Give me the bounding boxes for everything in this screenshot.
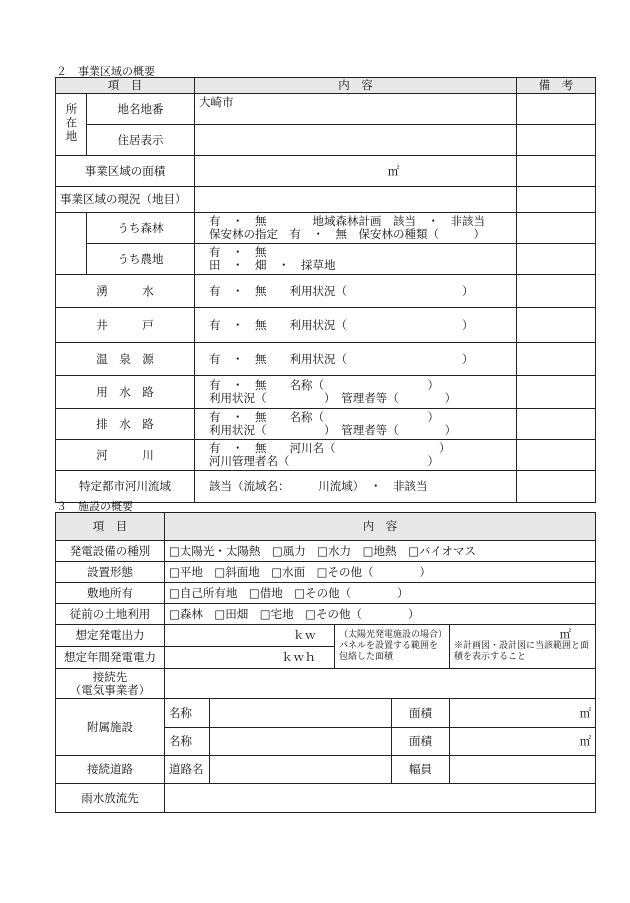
drain-remarks[interactable] <box>517 409 596 440</box>
facility-header-content: 内 容 <box>165 513 596 541</box>
intake-line2[interactable]: 利用状況（ ） 管理者等（ ） <box>209 391 457 405</box>
facility-area-label-1: 面積 <box>392 699 450 728</box>
chiban-label: 地名地番 <box>87 94 195 125</box>
river-line1[interactable]: 有 ・ 無 河川名（ ） <box>209 441 451 455</box>
intake-remarks[interactable] <box>517 376 596 409</box>
current-value[interactable] <box>195 187 517 213</box>
forest-remarks[interactable] <box>517 213 596 244</box>
well-value[interactable]: 有 ・ 無 利用状況（ ） <box>195 308 517 343</box>
type-options[interactable]: □太陽光・太陽熱 □風力 □水力 □地熱 □バイオマス <box>165 541 596 562</box>
farm-remarks[interactable] <box>517 244 596 275</box>
forest-label: うち森林 <box>87 213 195 244</box>
facility-name-value-2[interactable] <box>210 728 392 756</box>
header-item: 項 目 <box>56 78 195 94</box>
connect-value[interactable] <box>165 669 596 699</box>
subitem-spacer <box>56 213 87 275</box>
output-unit[interactable]: ｋｗ <box>165 625 335 647</box>
river-remarks[interactable] <box>517 440 596 471</box>
jukyo-value[interactable] <box>195 125 517 156</box>
special-remarks[interactable] <box>517 471 596 503</box>
hotspring-remarks[interactable] <box>517 343 596 376</box>
road-label: 接続道路 <box>56 756 165 784</box>
facility-name-label-1: 名称 <box>165 699 210 728</box>
header-remarks: 備 考 <box>517 78 596 94</box>
facility-name-label-2: 名称 <box>165 728 210 756</box>
river-line2[interactable]: 河川管理者名（ ） <box>209 454 439 468</box>
forest-line1[interactable]: 有 ・ 無 地域森林計画 該当 ・ 非該当 <box>209 214 485 228</box>
connect-label: 接続先 <box>92 669 128 684</box>
facility-name-value-1[interactable] <box>210 699 392 728</box>
form-label: 設置形態 <box>56 562 165 583</box>
intake-line1[interactable]: 有 ・ 無 名称（ ） <box>209 378 439 392</box>
facility-area-label-2: 面積 <box>392 728 450 756</box>
area-unit[interactable]: ㎡ <box>559 627 572 641</box>
annual-label: 想定年間発電電力 <box>56 647 165 669</box>
annual-unit[interactable]: ｋｗｈ <box>165 647 335 669</box>
intake-label: 用 水 路 <box>56 376 195 409</box>
special-value[interactable]: 該当（流域名： 川流域） ・ 非該当 <box>195 471 517 503</box>
well-remarks[interactable] <box>517 308 596 343</box>
location-group: 所在地 <box>56 94 87 156</box>
facility-area-unit-2[interactable]: ㎡ <box>450 728 596 756</box>
area-label: 事業区域の面積 <box>56 156 195 187</box>
river-label: 河 川 <box>56 440 195 471</box>
drain-line2[interactable]: 利用状況（ ） 管理者等（ ） <box>209 423 457 437</box>
landuse-options[interactable]: □森林 □田畑 □宅地 □その他（ ） <box>165 604 596 625</box>
spring-remarks[interactable] <box>517 275 596 308</box>
area-remarks[interactable] <box>517 156 596 187</box>
spring-value[interactable]: 有 ・ 無 利用状況（ ） <box>195 275 517 308</box>
landuse-label: 従前の土地利用 <box>56 604 165 625</box>
chiban-value[interactable]: 大崎市 <box>195 94 517 125</box>
spring-label: 湧 水 <box>56 275 195 308</box>
rain-label: 雨水放流先 <box>56 784 165 813</box>
facility-label: 附属施設 <box>56 699 165 756</box>
output-label: 想定発電出力 <box>56 625 165 647</box>
farm-label: うち農地 <box>87 244 195 275</box>
jukyo-remarks[interactable] <box>517 125 596 156</box>
drain-label: 排 水 路 <box>56 409 195 440</box>
special-label: 特定都市河川流域 <box>56 471 195 503</box>
site-options[interactable]: □自己所有地 □借地 □その他（ ） <box>165 583 596 604</box>
facility-header-item: 項 目 <box>56 513 165 541</box>
jukyo-label: 住居表示 <box>87 125 195 156</box>
well-label: 井 戸 <box>56 308 195 343</box>
facility-table <box>55 512 596 813</box>
forest-line2[interactable]: 保安林の指定 有 ・ 無 保安林の種類（ ） <box>209 227 485 241</box>
panel-note: （太陽光発電施設の場合）パネルを設置する範囲を包絡した面積 <box>335 625 450 669</box>
area-value[interactable]: ㎡ <box>195 156 517 187</box>
section2-heading: ２ 事業区域の概要 <box>56 65 155 78</box>
type-label: 発電設備の種別 <box>56 541 165 562</box>
form-options[interactable]: □平地 □斜面地 □水面 □その他（ ） <box>165 562 596 583</box>
farm-line2[interactable]: 田 ・ 畑 ・ 採草地 <box>209 258 336 272</box>
farm-line1[interactable]: 有 ・ 無 <box>209 245 267 259</box>
hotspring-value[interactable]: 有 ・ 無 利用状況（ ） <box>195 343 517 376</box>
road-name-value[interactable] <box>210 756 392 784</box>
facility-area-unit-1[interactable]: ㎡ <box>450 699 596 728</box>
current-remarks[interactable] <box>517 187 596 213</box>
rain-value[interactable] <box>165 784 596 813</box>
road-width-label: 幅員 <box>392 756 450 784</box>
current-label: 事業区域の現況（地目） <box>56 187 195 213</box>
area-note: ※計画図・設計図に当該範囲と面積を表示すること <box>454 641 590 662</box>
hotspring-label: 温 泉 源 <box>56 343 195 376</box>
drain-line1[interactable]: 有 ・ 無 名称（ ） <box>209 410 439 424</box>
connect-sublabel: （電気事業者） <box>69 682 151 697</box>
road-name-label: 道路名 <box>165 756 210 784</box>
site-label: 敷地所有 <box>56 583 165 604</box>
chiban-remarks[interactable] <box>517 94 596 125</box>
header-content: 内 容 <box>195 78 517 94</box>
project-area-table <box>55 77 596 503</box>
section3-heading: ３ 施設の概要 <box>56 500 133 513</box>
road-width-value[interactable] <box>450 756 596 784</box>
